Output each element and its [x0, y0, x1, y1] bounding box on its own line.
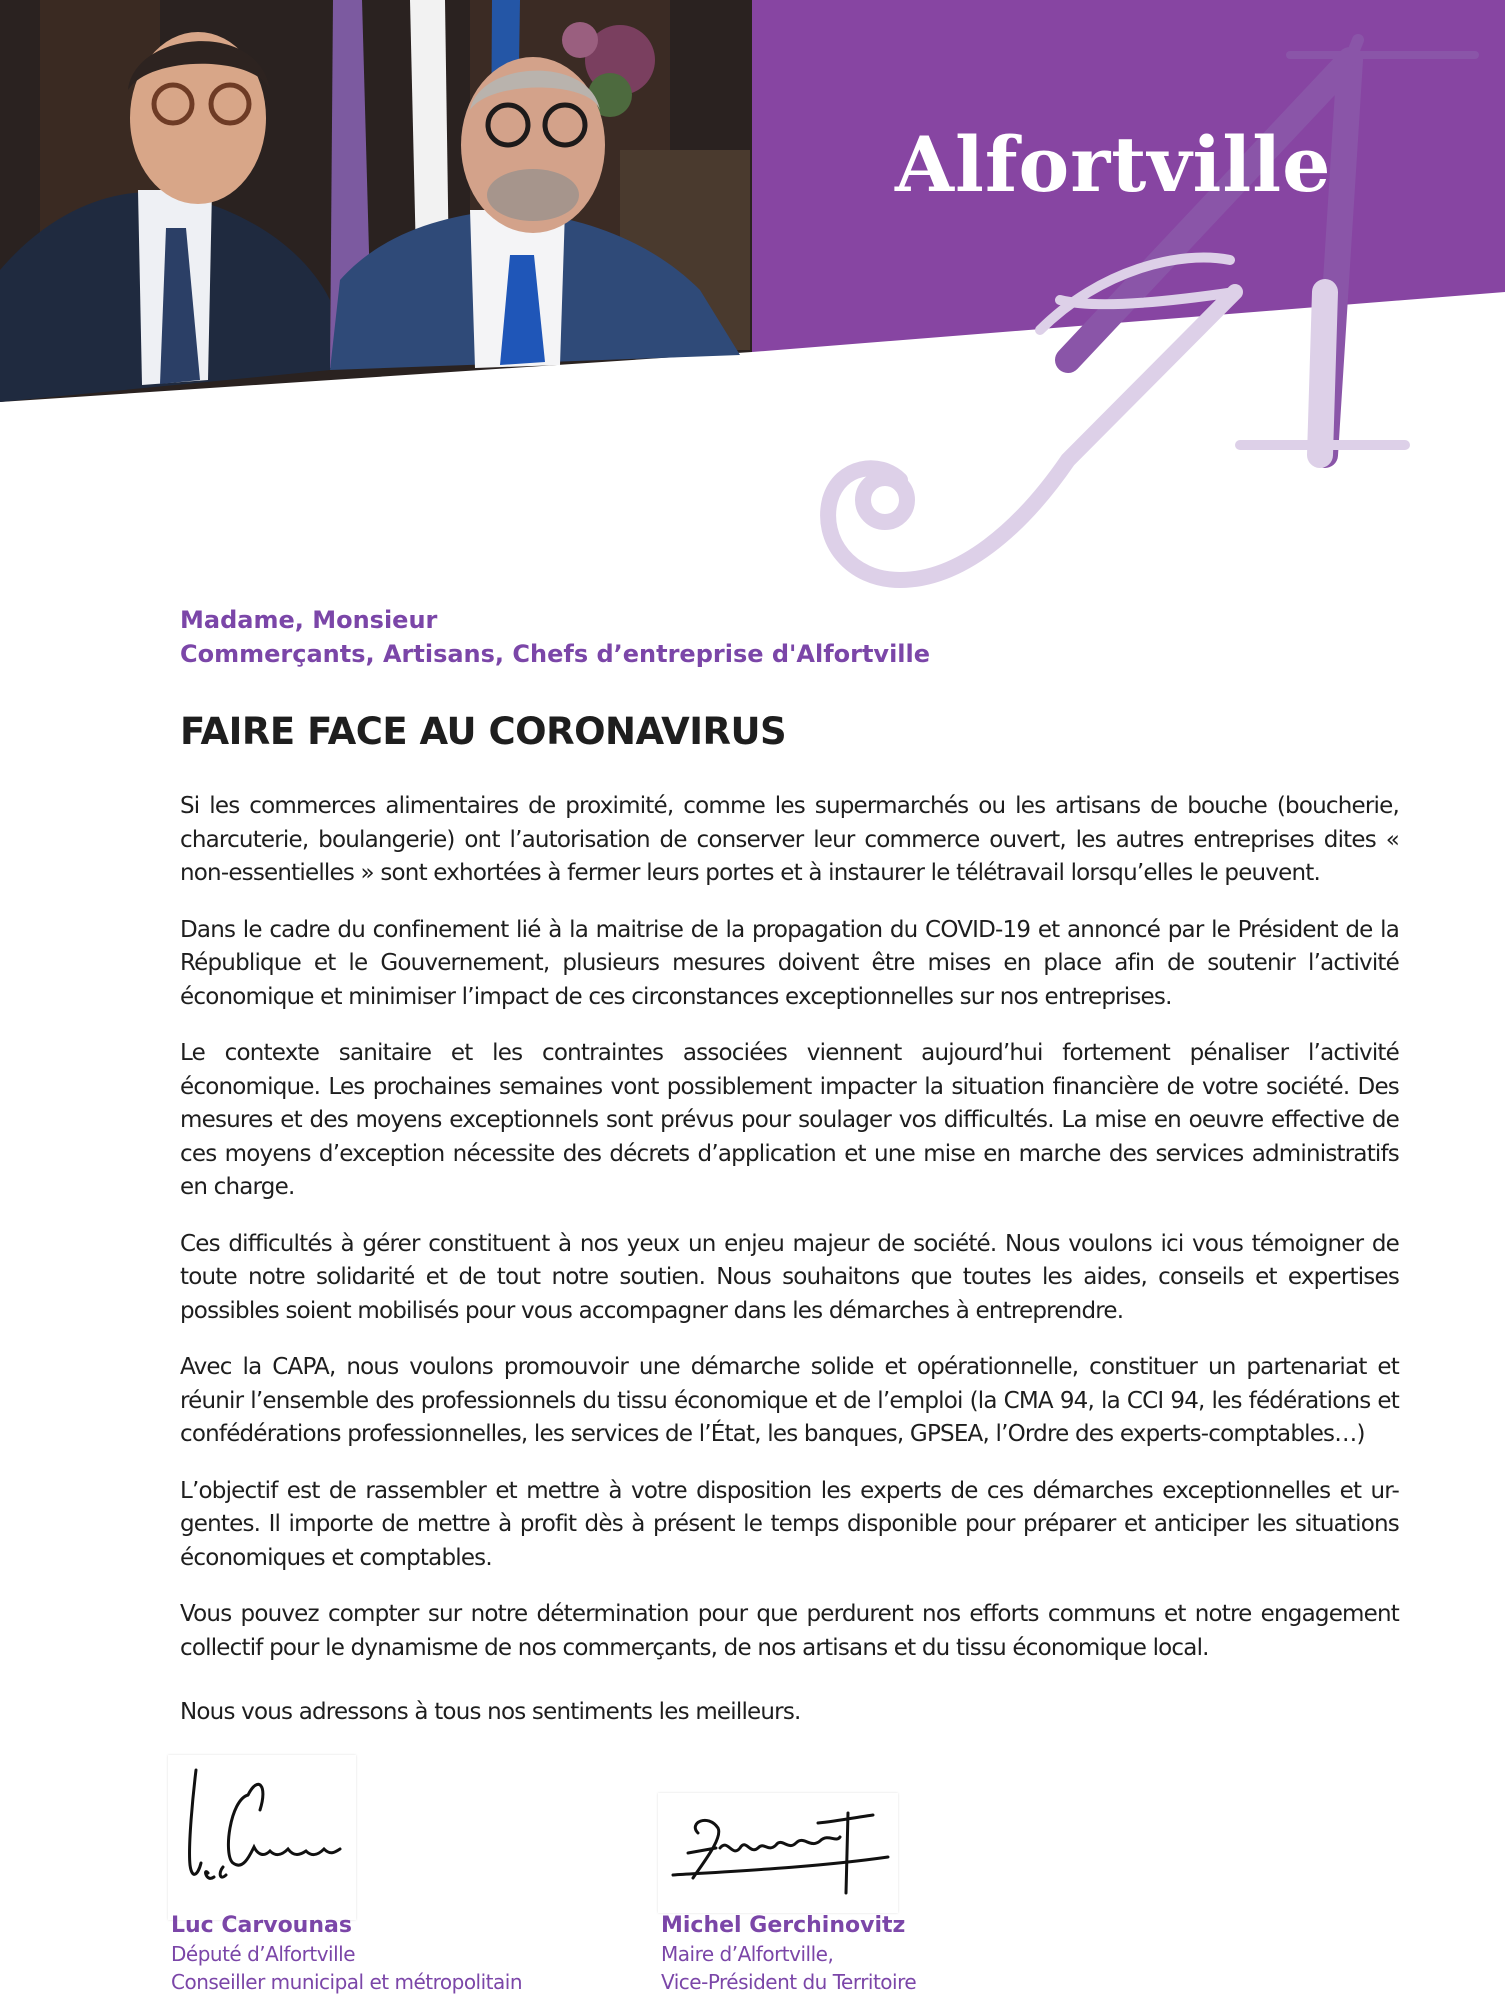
salutation: Madame, Monsieur	[180, 606, 438, 634]
signatory-gerchinovitz	[661, 1912, 1121, 1996]
signatory-carvounas	[171, 1912, 631, 1996]
paragraph: L’objectif est de rassembler et mettre à votre disposition les experts de ces démarches exceptionnelles et ur-gentes. Il importe de mettre à profit dès à présent le temps disponible pour préparer et anticiper les situations économiques et comptables.	[180, 1477, 1399, 1571]
paragraph: Ces difficultés à gérer constituent à nos yeux un enjeu majeur de société. Nous voulons ici vous témoigner de toute notre solidarité et de tout notre soutien. Nous souhaitons que toutes les aides, conseils et expertises possibles soient mobilisés pour vous accompagner dans les démarches à entreprendre.	[180, 1230, 1399, 1324]
signatory-role: Conseiller municipal et métropolitain	[171, 1970, 522, 1994]
signature-carvounas	[168, 1755, 356, 1920]
letter-body	[180, 790, 1399, 1753]
header-graphic	[0, 0, 1505, 640]
letter-title: FAIRE FACE AU CORONAVIRUS	[180, 710, 787, 753]
closing-line: Nous vous adressons à tous nos sentiments les meilleurs.	[180, 1699, 801, 1725]
recipient-block	[180, 603, 1400, 671]
alfortville-logo: Alfortville	[895, 120, 1332, 209]
signatory-name: Michel Gerchinovitz	[661, 1913, 906, 1938]
paragraph: Vous pouvez compter sur notre détermination pour que perdurent nos efforts communs et notre engagement collectif pour le dynamisme de nos commerçants, de nos artisans et du tissu économique local.	[180, 1601, 1399, 1661]
audience-line: Commerçants, Artisans, Chefs d’entreprise d'Alfortville	[180, 640, 931, 668]
signatory-role: Vice-Président du Territoire	[661, 1970, 917, 1994]
header-banner	[0, 0, 1505, 640]
signatory-name: Luc Carvounas	[171, 1913, 352, 1938]
handwritten-signature-icon	[168, 1755, 356, 1920]
signatory-role: Député d’Alfortville	[171, 1942, 356, 1966]
signature-gerchinovitz	[658, 1793, 898, 1913]
signatory-role: Maire d’Alfortville,	[661, 1942, 834, 1966]
portrait-photo	[0, 0, 752, 402]
paragraph: Le contexte sanitaire et les contraintes associées viennent aujourd’hui fortement pénaliser l’activité économique. Les prochaines semaines vont possiblement impacter la situation financière de votre société. Des mesures et des moyens exceptionnels sont prévus pour soulager vos difficultés. La mise en oeuvre effective de ces moyens d’exception nécessite des décrets d’application et une mise en marche des services administratifs en charge.	[180, 1040, 1399, 1200]
paragraph: Si les commerces alimentaires de proximité, comme les supermarchés ou les artisans de bouche (boucherie, charcuterie, boulangerie) ont l’autorisation de conserver leur commerce ouvert, les autres entreprises dites « non-essentielles » sont exhortées à fermer leurs portes et à instaurer le télétravail lorsqu’elles le peuvent.	[180, 793, 1399, 886]
handwritten-signature-icon	[658, 1793, 898, 1913]
paragraph: Dans le cadre du confinement lié à la maitrise de la propagation du COVID-19 et annoncé par le Président de la République et le Gouvernement, plusieurs mesures doivent être mises en place afin de soutenir l’activité économique et minimiser l’impact de ces circonstances exceptionnelles sur nos entreprises.	[180, 916, 1399, 1010]
paragraph: Avec la CAPA, nous voulons promouvoir une démarche solide et opérationnelle, constituer un partenariat et réunir l’ensemble des professionnels du tissu économique et de l’emploi (la CMA 94, la CCI 94, les fédérations et confédérations professionnelles, les services de l’État, les banques, GPSEA, l’Ordre des experts-comptables…)	[180, 1354, 1399, 1447]
